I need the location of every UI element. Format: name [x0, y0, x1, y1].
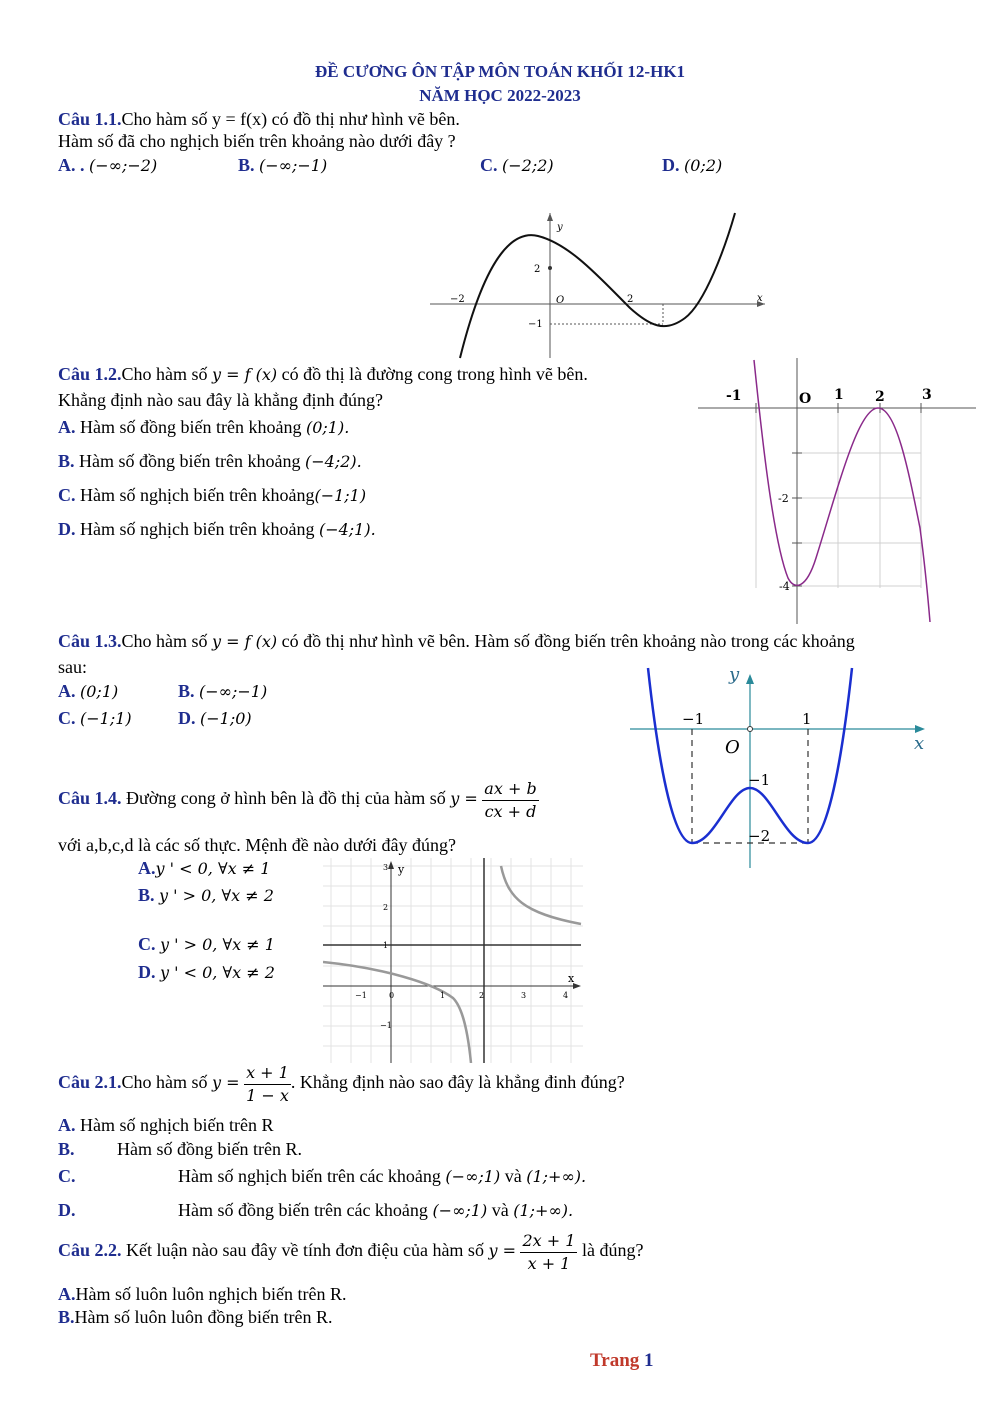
option-a: A.y ' < 0, ∀x ≠ 1: [138, 858, 271, 878]
tick-x0: 0: [389, 991, 395, 1000]
question-2-1: Câu 2.1.Cho hàm số y = $\frac{x + 1}{1 - x}$ . Khẳng định nào sao đây là khẳng đinh đúng?: [58, 1063, 625, 1105]
tick-ym2: −2: [748, 827, 771, 845]
x-axis-label: x: [568, 972, 575, 985]
option-c-text: Hàm số nghịch biến trên các khoảng (−∞;1) và (1;+∞).: [178, 1166, 587, 1186]
tick-y1: 1: [383, 941, 389, 950]
tick-y3: 3: [383, 863, 389, 872]
origin-label: O: [556, 295, 565, 306]
option-a: A. Hàm số đồng biến trên khoảng (0;1).: [58, 417, 350, 437]
page-number: 1: [644, 1350, 654, 1371]
question-1-2: Câu 1.2.Cho hàm số y = f (x) có đồ thị là đường cong trong hình vẽ bên.: [58, 364, 588, 384]
tick-1: 1: [834, 387, 844, 403]
graph-cubic-1-1: [420, 208, 770, 363]
fraction: $\frac{ax + b}{cx + d}$: [484, 779, 537, 821]
option-d: D. (0;2): [662, 155, 723, 175]
option-d: D.: [58, 1200, 76, 1220]
option-c: C. (−2;2): [480, 155, 554, 175]
tick-y2: 2: [534, 264, 541, 275]
question-1-4-line2: với a,b,c,d là các số thực. Mệnh đề nào dưới đây đúng?: [58, 835, 456, 855]
tick-ym1: −1: [528, 319, 543, 330]
graph-hyperbola-1-4: [323, 858, 583, 1063]
option-a: A. Hàm số nghịch biến trên R: [58, 1115, 274, 1135]
option-a: A.Hàm số luôn luôn nghịch biến trên R.: [58, 1284, 347, 1304]
graph-quartic-1-3: [630, 658, 930, 873]
option-a: A. . (−∞;−2): [58, 155, 158, 175]
tick-m2: −2: [450, 294, 465, 305]
tick-m1: -1: [726, 388, 742, 404]
option-b: B. (−∞;−1): [238, 155, 328, 175]
question-2-2: Câu 2.2. Kết luận nào sau đây về tính đơn điệu của hàm số y = $\frac{2x + 1}{x + 1}$ là đúng?: [58, 1231, 644, 1273]
option-a: A. (0;1): [58, 681, 119, 701]
tick-x4: 4: [563, 991, 569, 1000]
graph-cubic-1-2: [698, 358, 980, 624]
page-footer: Trang 1: [590, 1350, 654, 1371]
tick-xm1: −1: [355, 991, 367, 1000]
y-axis-label: y: [557, 222, 563, 233]
tick-ym1: −1: [380, 1021, 392, 1030]
question-1-1-line2: Hàm số đã cho nghịch biến trên khoảng nào dưới đây ?: [58, 131, 456, 151]
tick-2: 2: [875, 389, 885, 405]
question-1-3-line2: sau:: [58, 657, 87, 677]
question-1-1: [58, 109, 460, 130]
tick-m1: −1: [682, 710, 705, 728]
option-b: B.Hàm số luôn luôn đồng biến trên R.: [58, 1307, 333, 1327]
tick-y2: 2: [383, 903, 389, 912]
school-year: NĂM HỌC 2022-2023: [419, 86, 581, 105]
tick-2: 2: [627, 294, 634, 305]
tick-ym2: -2: [778, 492, 789, 505]
fraction: $\frac{x + 1}{1 - x}$: [246, 1063, 289, 1105]
option-b: B. y ' > 0, ∀x ≠ 2: [138, 885, 274, 905]
tick-ym4: -4: [779, 580, 790, 593]
document-title: ĐỀ CƯƠNG ÔN TẬP MÔN TOÁN KHỐI 12-HK1: [314, 62, 686, 81]
tick-ym1: −1: [748, 771, 771, 789]
tick-x2: 2: [479, 991, 485, 1000]
question-1-2-line2: Khẳng định nào sau đây là khẳng định đúng?: [58, 390, 383, 410]
fraction: $\frac{2x + 1}{x + 1}$: [522, 1231, 576, 1273]
option-d: D. y ' < 0, ∀x ≠ 2: [138, 962, 275, 982]
option-d-text: Hàm số đồng biến trên các khoảng (−∞;1) và (1;+∞).: [178, 1200, 574, 1220]
option-c: C. y ' > 0, ∀x ≠ 1: [138, 934, 275, 954]
option-c: C. Hàm số nghịch biến trên khoảng(−1;1): [58, 485, 367, 505]
option-d: D. Hàm số nghịch biến trên khoảng (−4;1).: [58, 519, 376, 539]
option-b-text: Hàm số đồng biến trên R.: [117, 1139, 302, 1159]
tick-x1: 1: [440, 991, 446, 1000]
x-axis-label: x: [757, 293, 763, 304]
question-text: Cho hàm số y = f(x) có đồ thị như hình vẽ bên.: [121, 109, 460, 129]
option-d: D. (−1;0): [178, 708, 252, 728]
option-b: B. (−∞;−1): [178, 681, 268, 701]
question-1-4: Câu 1.4. Đường cong ở hình bên là đồ thị của hàm số y = $\frac{ax + b}{cx + d}$: [58, 779, 537, 821]
origin-label: O: [799, 391, 812, 407]
x-axis-label: x: [914, 733, 925, 754]
option-c: C. (−1;1): [58, 708, 132, 728]
y-axis-label: y: [729, 664, 740, 685]
tick-x3: 3: [521, 991, 527, 1000]
tick-3: 3: [922, 387, 932, 403]
option-b: B. Hàm số đồng biến trên khoảng (−4;2).: [58, 451, 362, 471]
option-b: B.: [58, 1139, 75, 1159]
y-axis-label: y: [398, 863, 405, 876]
tick-1: 1: [802, 710, 812, 728]
question-label: Câu 1.1.: [58, 109, 122, 129]
option-c: C.: [58, 1166, 76, 1186]
origin-label: O: [725, 737, 740, 758]
question-1-3: Câu 1.3.Cho hàm số y = f (x) có đồ thị như hình vẽ bên. Hàm số đồng biến trên khoảng nào trong các khoảng: [58, 631, 855, 651]
